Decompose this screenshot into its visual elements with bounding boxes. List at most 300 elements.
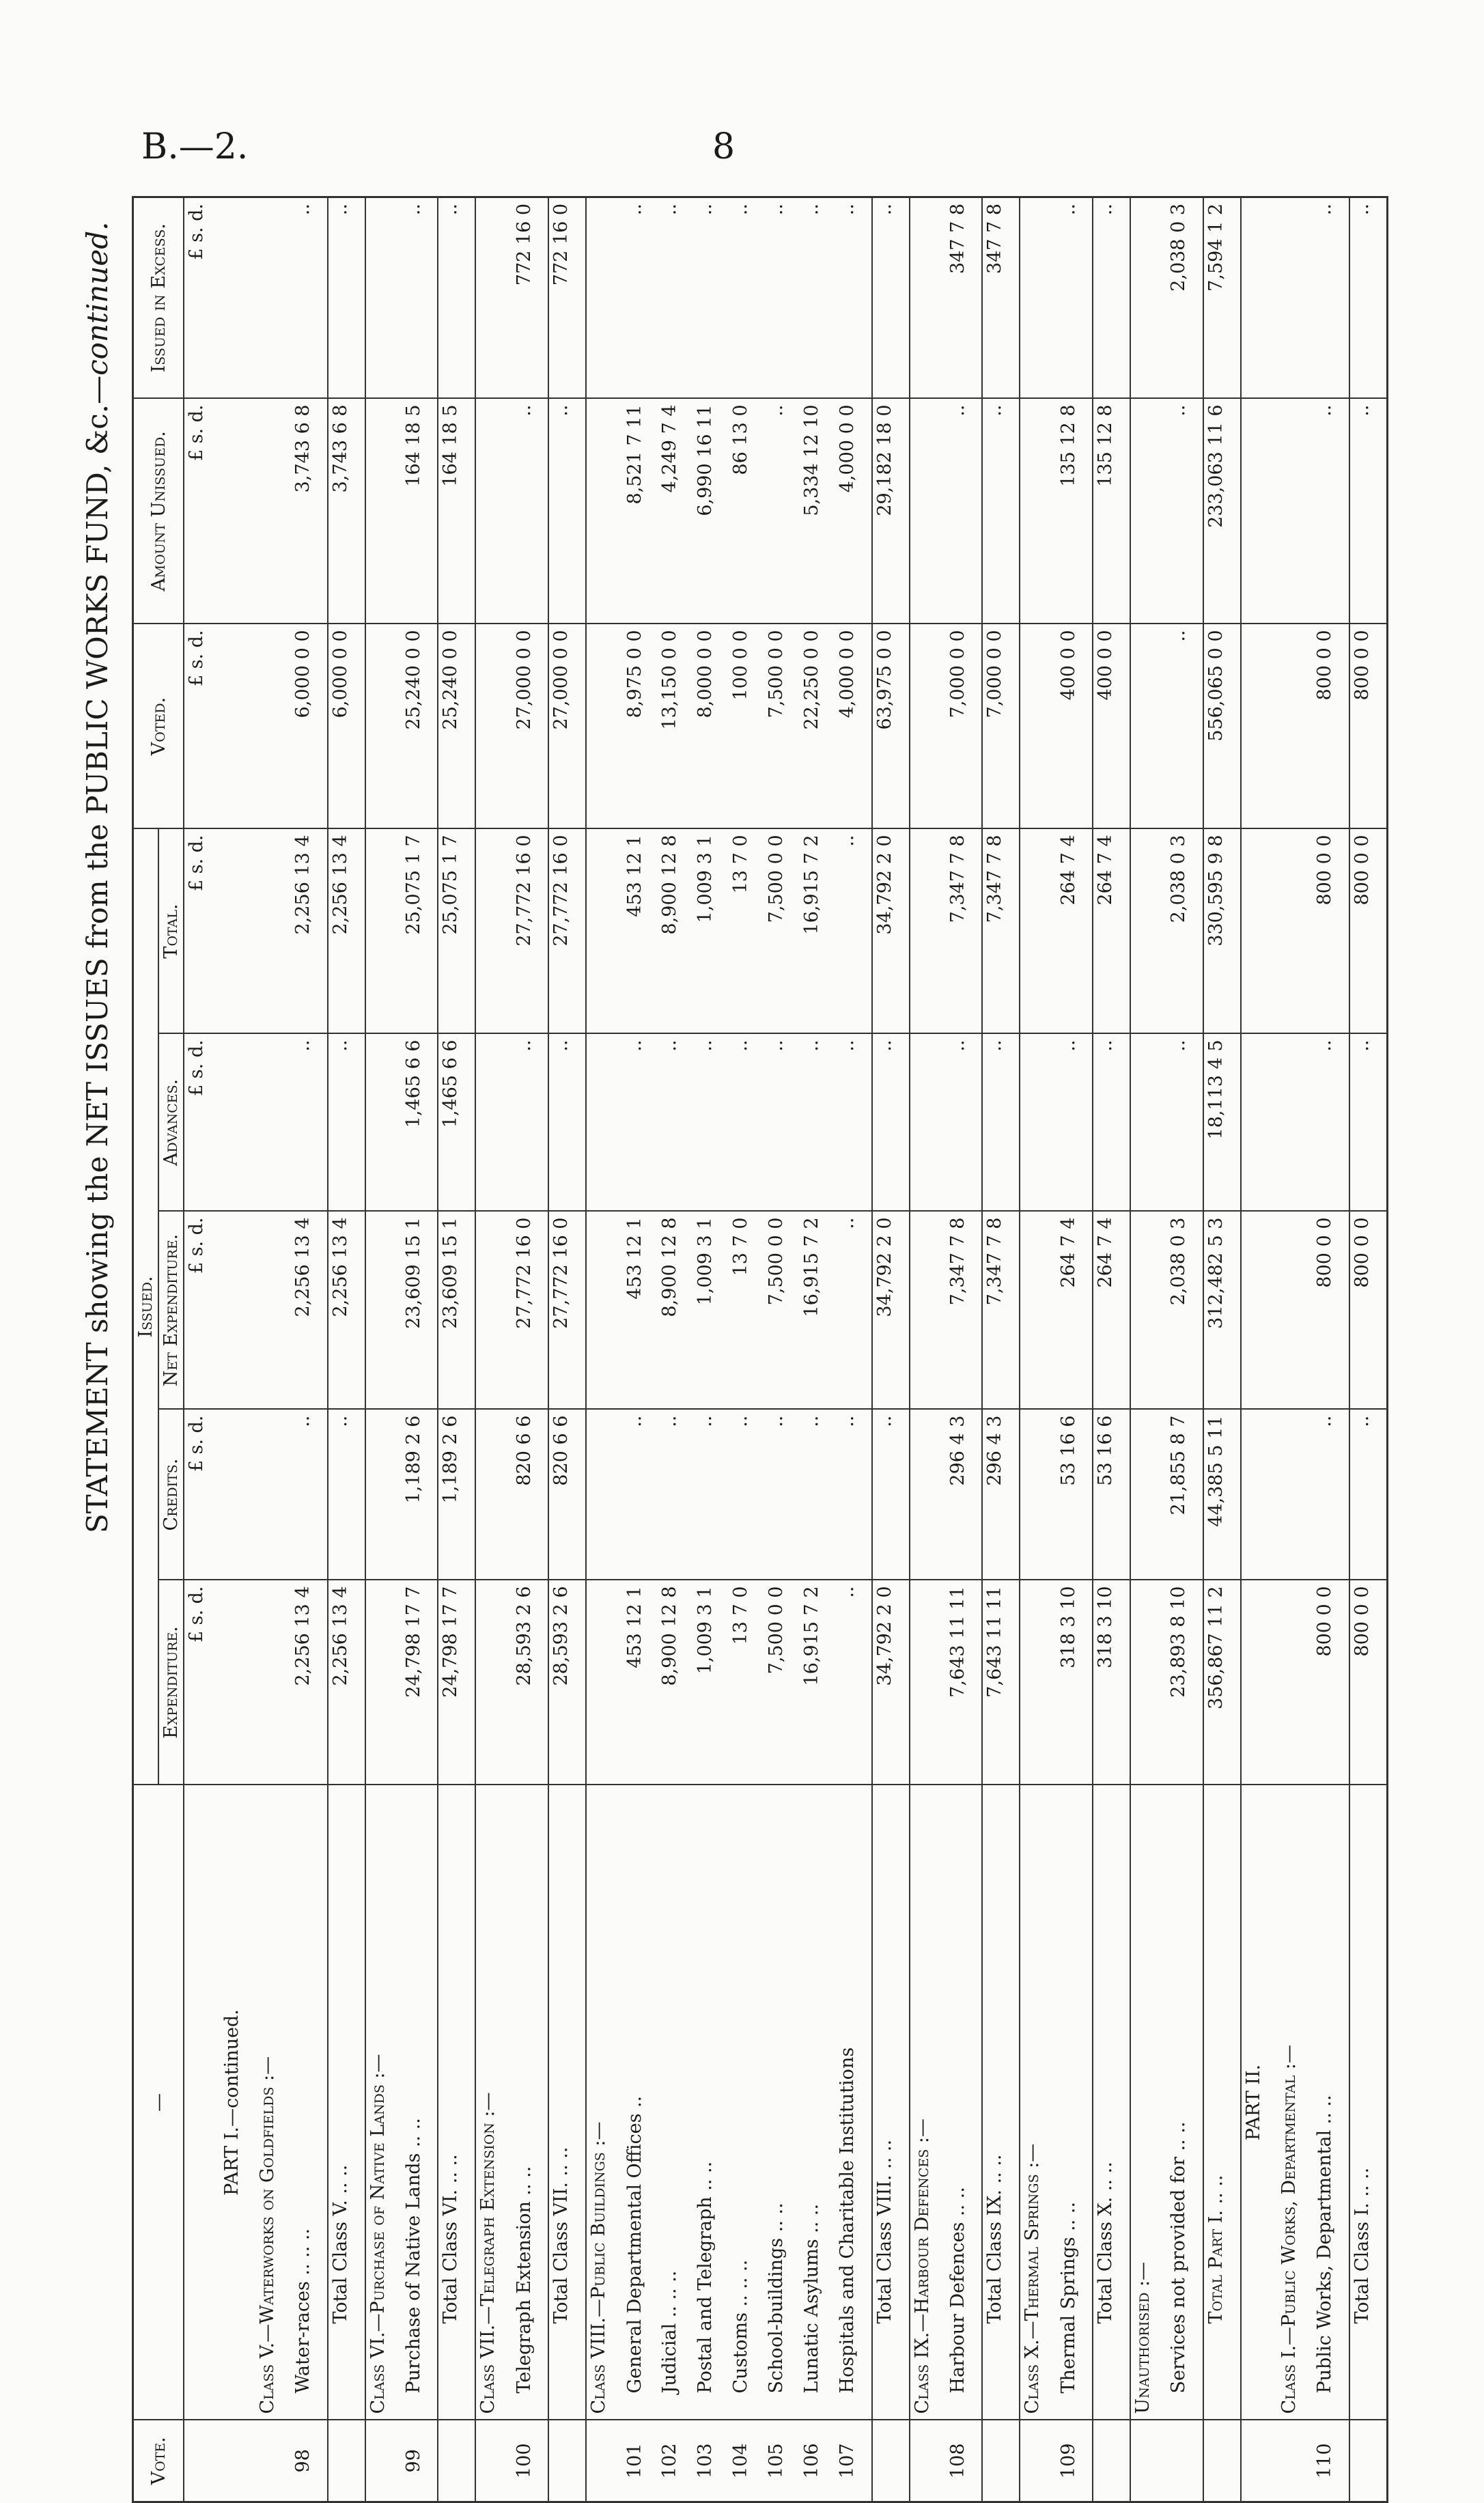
units-cell: £ s. d. <box>184 624 220 828</box>
row-label: PART II. <box>1241 1785 1277 2420</box>
col-issued: Issued. <box>133 828 159 1785</box>
amount-cred <box>1277 1410 1313 1580</box>
table-row <box>328 197 365 2502</box>
units-cell: £ s. d. <box>184 398 220 624</box>
amount-exc: 772 16 0 <box>548 197 586 398</box>
amount-tot: 7,500 0 0 <box>764 828 800 1033</box>
table-row <box>220 197 255 2502</box>
row-label: Judicial .. .. .. <box>658 1785 693 2420</box>
amount-voted: 800 0 0 <box>1313 624 1349 828</box>
vote-number: 104 <box>729 2420 764 2502</box>
amount-exp: 7,500 0 0 <box>764 1580 800 1785</box>
amount-tot: 25,075 1 7 <box>438 828 475 1033</box>
row-label: Telegraph Extension .. .. <box>512 1785 548 2420</box>
amount-adv: 1,465 6 6 <box>402 1034 438 1212</box>
vote-number <box>548 2420 586 2502</box>
amount-exc: .. <box>800 197 835 398</box>
row-label: Purchase of Native Lands .. .. <box>402 1785 438 2420</box>
table-row <box>548 197 586 2502</box>
row-label: Lunatic Asylums .. .. <box>800 1785 835 2420</box>
amount-exc: 2,038 0 3 <box>1166 197 1203 398</box>
vote-number <box>1020 2420 1056 2502</box>
amount-net <box>1241 1212 1277 1410</box>
amount-tot: 453 12 1 <box>623 828 658 1033</box>
document-reference: B.—2. <box>141 126 249 167</box>
amount-exc <box>1020 197 1056 398</box>
amount-exc: .. <box>835 197 871 398</box>
table-row <box>438 197 475 2502</box>
table-row <box>872 197 910 2502</box>
amount-exp: 318 3 10 <box>1056 1580 1093 1785</box>
table-row <box>1130 197 1166 2502</box>
amount-unis: 86 13 0 <box>729 398 764 624</box>
amount-exp <box>255 1580 291 1785</box>
amount-voted <box>1277 624 1313 828</box>
amount-tot: 27,772 16 0 <box>512 828 548 1033</box>
row-label: Postal and Telegraph .. .. <box>693 1785 729 2420</box>
amount-unis <box>475 398 512 624</box>
vote-number: 107 <box>835 2420 871 2502</box>
amount-tot: 800 0 0 <box>1313 828 1349 1033</box>
table-row <box>1020 197 1056 2502</box>
amount-tot <box>910 828 946 1033</box>
amount-adv <box>365 1034 402 1212</box>
amount-exp: 800 0 0 <box>1349 1580 1388 1785</box>
amount-cred: 53 16 6 <box>1056 1410 1093 1580</box>
amount-cred: 296 4 3 <box>946 1410 982 1580</box>
amount-exp: 318 3 10 <box>1093 1580 1130 1785</box>
amount-net: 2,256 13 4 <box>291 1212 327 1410</box>
vote-number <box>365 2420 402 2502</box>
amount-tot: 2,038 0 3 <box>1166 828 1203 1033</box>
col-voted: Voted. <box>133 624 184 828</box>
table-row <box>512 197 548 2502</box>
amount-cred <box>475 1410 512 1580</box>
amount-exc <box>1241 197 1277 398</box>
vote-number <box>220 2420 255 2502</box>
table-row <box>365 197 402 2502</box>
amount-cred: .. <box>328 1410 365 1580</box>
amount-voted: 27,000 0 0 <box>512 624 548 828</box>
amount-unis <box>586 398 622 624</box>
row-label: Class V.—Waterworks on Goldfields :— <box>255 1785 291 2420</box>
vote-number <box>328 2420 365 2502</box>
amount-cred: 820 6 6 <box>548 1410 586 1580</box>
amount-exc <box>365 197 402 398</box>
amount-cred: 1,189 2 6 <box>402 1410 438 1580</box>
amount-exc: 347 7 8 <box>982 197 1020 398</box>
amount-voted <box>1130 624 1166 828</box>
col-advances: Advances. <box>158 1034 184 1212</box>
amount-cred: 820 6 6 <box>512 1410 548 1580</box>
title-continued: continued. <box>81 221 114 376</box>
amount-voted <box>586 624 622 828</box>
amount-tot: 16,915 7 2 <box>800 828 835 1033</box>
amount-net: 1,009 3 1 <box>693 1212 729 1410</box>
col-unissued: Amount Unissued. <box>133 398 184 624</box>
amount-net: 7,500 0 0 <box>764 1212 800 1410</box>
amount-exc: .. <box>1349 197 1388 398</box>
amount-exc <box>475 197 512 398</box>
amount-exp <box>1277 1580 1313 1785</box>
amount-adv: 18,113 4 5 <box>1203 1034 1241 1212</box>
amount-tot: 2,256 13 4 <box>328 828 365 1033</box>
amount-exp <box>1020 1580 1056 1785</box>
vote-number: 103 <box>693 2420 729 2502</box>
row-label: Harbour Defences .. .. <box>946 1785 982 2420</box>
amount-exc: .. <box>729 197 764 398</box>
amount-exp: 28,593 2 6 <box>548 1580 586 1785</box>
row-label: PART I.—continued. <box>220 1785 255 2420</box>
row-label: Hospitals and Charitable Institutions <box>835 1785 871 2420</box>
amount-tot: 330,595 9 8 <box>1203 828 1241 1033</box>
table-row <box>1313 197 1349 2502</box>
col-description: — <box>133 1785 184 2420</box>
amount-voted <box>1241 624 1277 828</box>
amount-cred <box>586 1410 622 1580</box>
amount-exp <box>1130 1580 1166 1785</box>
amount-cred: .. <box>291 1410 327 1580</box>
amount-net: 16,915 7 2 <box>800 1212 835 1410</box>
title-main: STATEMENT showing the NET ISSUES from the PUBLIC WORKS FUND, &c.— <box>81 375 114 1533</box>
row-label: Total Class X. .. .. <box>1093 1785 1130 2420</box>
amount-exc: .. <box>438 197 475 398</box>
units-row <box>184 197 220 2502</box>
amount-adv: .. <box>1313 1034 1349 1212</box>
amount-exc: .. <box>1093 197 1130 398</box>
amount-adv <box>1277 1034 1313 1212</box>
amount-unis: 4,249 7 4 <box>658 398 693 624</box>
statement-table-wrapper <box>132 198 1388 2503</box>
row-label: Class IX.—Harbour Defences :— <box>910 1785 946 2420</box>
vote-number <box>910 2420 946 2502</box>
amount-adv: .. <box>1093 1034 1130 1212</box>
amount-exc: .. <box>658 197 693 398</box>
col-vote: Vote. <box>133 2420 184 2502</box>
row-label: Public Works, Departmental .. .. <box>1313 1785 1349 2420</box>
amount-exp <box>365 1580 402 1785</box>
vote-number <box>1349 2420 1388 2502</box>
amount-unis <box>1241 398 1277 624</box>
amount-exc: .. <box>623 197 658 398</box>
amount-net: 312,482 5 3 <box>1203 1212 1241 1410</box>
table-row <box>475 197 512 2502</box>
amount-unis: .. <box>1349 398 1388 624</box>
col-net-expenditure: Net Expenditure. <box>158 1212 184 1410</box>
amount-unis: 135 12 8 <box>1056 398 1093 624</box>
amount-adv: .. <box>291 1034 327 1212</box>
amount-net: 800 0 0 <box>1349 1212 1388 1410</box>
row-label: Total Part I. .. .. <box>1203 1785 1241 2420</box>
amount-adv: .. <box>800 1034 835 1212</box>
amount-cred: .. <box>623 1410 658 1580</box>
amount-exp: 8,900 12 8 <box>658 1580 693 1785</box>
vote-number: 100 <box>512 2420 548 2502</box>
amount-net: .. <box>835 1212 871 1410</box>
amount-net <box>365 1212 402 1410</box>
amount-adv: .. <box>835 1034 871 1212</box>
table-body <box>184 197 1388 2502</box>
amount-cred: 1,189 2 6 <box>438 1410 475 1580</box>
table-row <box>402 197 438 2502</box>
amount-unis: .. <box>548 398 586 624</box>
amount-unis: 6,990 16 11 <box>693 398 729 624</box>
amount-exc <box>255 197 291 398</box>
col-total: Total. <box>158 828 184 1033</box>
amount-exp: 2,256 13 4 <box>291 1580 327 1785</box>
units-cell: £ s. d. <box>184 1580 220 1785</box>
table-row <box>1277 197 1313 2502</box>
vote-number: 101 <box>623 2420 658 2502</box>
amount-adv <box>586 1034 622 1212</box>
amount-unis <box>365 398 402 624</box>
table-row <box>1166 197 1203 2502</box>
amount-net: 13 7 0 <box>729 1212 764 1410</box>
amount-voted: 25,240 0 0 <box>402 624 438 828</box>
amount-tot <box>475 828 512 1033</box>
amount-voted: 7,000 0 0 <box>946 624 982 828</box>
amount-exp: 16,915 7 2 <box>800 1580 835 1785</box>
amount-unis: 233,063 11 6 <box>1203 398 1241 624</box>
amount-tot: 800 0 0 <box>1349 828 1388 1033</box>
amount-exc <box>586 197 622 398</box>
amount-unis <box>1277 398 1313 624</box>
row-label: Class VI.—Purchase of Native Lands :— <box>365 1785 402 2420</box>
amount-adv: .. <box>512 1034 548 1212</box>
amount-net <box>475 1212 512 1410</box>
statement-title <box>81 99 114 1533</box>
amount-tot: 25,075 1 7 <box>402 828 438 1033</box>
amount-unis <box>255 398 291 624</box>
amount-exp: .. <box>835 1580 871 1785</box>
table-row <box>910 197 946 2502</box>
amount-tot: 7,347 7 8 <box>946 828 982 1033</box>
amount-cred <box>255 1410 291 1580</box>
amount-adv: .. <box>764 1034 800 1212</box>
amount-cred <box>1241 1410 1277 1580</box>
amount-voted: 63,975 0 0 <box>872 624 910 828</box>
amount-exc: .. <box>764 197 800 398</box>
col-excess: Issued in Excess. <box>133 197 184 398</box>
row-label: Total Class IX. .. .. <box>982 1785 1020 2420</box>
amount-cred: 53 16 6 <box>1093 1410 1130 1580</box>
col-expenditure: Expenditure. <box>158 1580 184 1785</box>
amount-adv: .. <box>658 1034 693 1212</box>
vote-number <box>438 2420 475 2502</box>
amount-net: 2,038 0 3 <box>1166 1212 1203 1410</box>
amount-exc: .. <box>291 197 327 398</box>
vote-number <box>255 2420 291 2502</box>
amount-exp: 28,593 2 6 <box>512 1580 548 1785</box>
amount-unis: .. <box>946 398 982 624</box>
vote-number <box>1277 2420 1313 2502</box>
amount-cred: 296 4 3 <box>982 1410 1020 1580</box>
amount-tot: .. <box>835 828 871 1033</box>
amount-adv <box>255 1034 291 1212</box>
table-row <box>291 197 327 2502</box>
amount-net <box>255 1212 291 1410</box>
amount-net: 264 7 4 <box>1056 1212 1093 1410</box>
amount-tot <box>255 828 291 1033</box>
amount-net: 8,900 12 8 <box>658 1212 693 1410</box>
amount-adv <box>1020 1034 1056 1212</box>
amount-exp: 13 7 0 <box>729 1580 764 1785</box>
amount-adv <box>1130 1034 1166 1212</box>
amount-voted: 6,000 0 0 <box>291 624 327 828</box>
amount-cred: .. <box>658 1410 693 1580</box>
row-label: Class VIII.—Public Buildings :— <box>586 1785 622 2420</box>
amount-voted: 22,250 0 0 <box>800 624 835 828</box>
amount-adv: .. <box>1166 1034 1203 1212</box>
amount-exp: 34,792 2 0 <box>872 1580 910 1785</box>
row-label: Total Class V. .. .. <box>328 1785 365 2420</box>
amount-exp: 2,256 13 4 <box>328 1580 365 1785</box>
amount-unis <box>910 398 946 624</box>
amount-exp: 24,798 17 7 <box>438 1580 475 1785</box>
table-row <box>255 197 291 2502</box>
table-row <box>729 197 764 2502</box>
amount-tot: 2,256 13 4 <box>291 828 327 1033</box>
amount-net: 34,792 2 0 <box>872 1212 910 1410</box>
amount-net <box>220 1212 255 1410</box>
amount-unis: .. <box>1166 398 1203 624</box>
amount-net: 23,609 15 1 <box>402 1212 438 1410</box>
units-cell: £ s. d. <box>184 1410 220 1580</box>
amount-voted: 7,500 0 0 <box>764 624 800 828</box>
amount-adv: .. <box>946 1034 982 1212</box>
amount-voted: 400 0 0 <box>1093 624 1130 828</box>
amount-cred: 44,385 5 11 <box>1203 1410 1241 1580</box>
amount-adv: .. <box>982 1034 1020 1212</box>
page-number: 8 <box>712 126 736 167</box>
amount-exc: 7,594 1 2 <box>1203 197 1241 398</box>
amount-voted: 4,000 0 0 <box>835 624 871 828</box>
amount-exc: .. <box>1056 197 1093 398</box>
amount-adv: .. <box>548 1034 586 1212</box>
amount-tot <box>1241 828 1277 1033</box>
amount-tot <box>586 828 622 1033</box>
amount-adv: .. <box>623 1034 658 1212</box>
amount-voted: 7,000 0 0 <box>982 624 1020 828</box>
amount-voted <box>1020 624 1056 828</box>
amount-unis: 5,334 12 10 <box>800 398 835 624</box>
amount-voted <box>220 624 255 828</box>
amount-voted <box>255 624 291 828</box>
amount-unis <box>1020 398 1056 624</box>
amount-exc: .. <box>402 197 438 398</box>
row-label: Total Class VI. .. .. <box>438 1785 475 2420</box>
amount-unis: 164 18 5 <box>438 398 475 624</box>
amount-voted: 13,150 0 0 <box>658 624 693 828</box>
amount-cred: .. <box>764 1410 800 1580</box>
amount-exp: 24,798 17 7 <box>402 1580 438 1785</box>
amount-unis: 3,743 6 8 <box>328 398 365 624</box>
amount-exp: 800 0 0 <box>1313 1580 1349 1785</box>
amount-net: 23,609 15 1 <box>438 1212 475 1410</box>
amount-unis: 164 18 5 <box>402 398 438 624</box>
amount-net: 453 12 1 <box>623 1212 658 1410</box>
table-row <box>982 197 1020 2502</box>
table-row <box>623 197 658 2502</box>
amount-unis: 29,182 18 0 <box>872 398 910 624</box>
col-credits: Credits. <box>158 1410 184 1580</box>
amount-net <box>1277 1212 1313 1410</box>
vote-number <box>1093 2420 1130 2502</box>
table-row <box>764 197 800 2502</box>
amount-exp <box>586 1580 622 1785</box>
amount-exp <box>1241 1580 1277 1785</box>
row-label: Total Class I. .. .. <box>1349 1785 1388 2420</box>
amount-adv: .. <box>1349 1034 1388 1212</box>
net-issues-table <box>132 196 1388 2503</box>
amount-exc: 347 7 8 <box>946 197 982 398</box>
amount-exc <box>910 197 946 398</box>
amount-voted: 400 0 0 <box>1056 624 1093 828</box>
amount-exp <box>475 1580 512 1785</box>
vote-number <box>475 2420 512 2502</box>
amount-adv <box>475 1034 512 1212</box>
amount-net: 800 0 0 <box>1313 1212 1349 1410</box>
row-label: Class I.—Public Works, Departmental :— <box>1277 1785 1313 2420</box>
amount-unis: .. <box>1313 398 1349 624</box>
amount-cred: .. <box>835 1410 871 1580</box>
amount-net: 27,772 16 0 <box>512 1212 548 1410</box>
amount-net <box>586 1212 622 1410</box>
table-row <box>1203 197 1241 2502</box>
amount-cred <box>1130 1410 1166 1580</box>
amount-voted <box>910 624 946 828</box>
table-row <box>693 197 729 2502</box>
amount-adv <box>910 1034 946 1212</box>
amount-cred <box>910 1410 946 1580</box>
amount-cred: .. <box>729 1410 764 1580</box>
amount-tot <box>1130 828 1166 1033</box>
amount-exp: 1,009 3 1 <box>693 1580 729 1785</box>
amount-tot <box>220 828 255 1033</box>
table-row <box>1093 197 1130 2502</box>
amount-tot: 27,772 16 0 <box>548 828 586 1033</box>
vote-number: 102 <box>658 2420 693 2502</box>
amount-adv: .. <box>1056 1034 1093 1212</box>
amount-unis <box>1130 398 1166 624</box>
row-label: Unauthorised :— <box>1130 1785 1166 2420</box>
amount-unis: 135 12 8 <box>1093 398 1130 624</box>
table-row <box>658 197 693 2502</box>
amount-cred: .. <box>1313 1410 1349 1580</box>
amount-net <box>1020 1212 1056 1410</box>
amount-voted: 27,000 0 0 <box>548 624 586 828</box>
amount-voted: 800 0 0 <box>1349 624 1388 828</box>
table-row <box>1349 197 1388 2502</box>
amount-exc <box>1130 197 1166 398</box>
amount-unis: .. <box>982 398 1020 624</box>
amount-voted <box>475 624 512 828</box>
amount-voted: 100 0 0 <box>729 624 764 828</box>
amount-cred <box>1020 1410 1056 1580</box>
vote-number <box>982 2420 1020 2502</box>
amount-voted <box>365 624 402 828</box>
amount-cred: .. <box>872 1410 910 1580</box>
amount-net <box>910 1212 946 1410</box>
amount-tot <box>365 828 402 1033</box>
amount-cred: 21,855 8 7 <box>1166 1410 1203 1580</box>
vote-number <box>1241 2420 1277 2502</box>
amount-exc <box>220 197 255 398</box>
vote-number: 99 <box>402 2420 438 2502</box>
amount-unis: 8,521 7 11 <box>623 398 658 624</box>
amount-exp: 7,643 11 11 <box>982 1580 1020 1785</box>
table-row <box>835 197 871 2502</box>
